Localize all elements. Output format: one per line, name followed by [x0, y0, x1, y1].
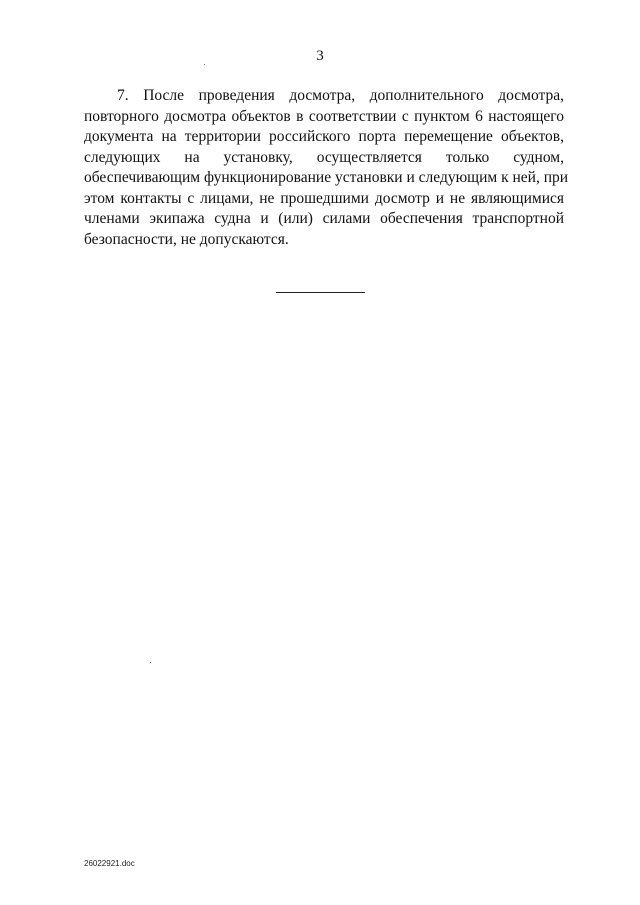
- paragraph-line: повторного досмотра объектов в соответствии с пунктом 6 настоящего: [84, 107, 564, 125]
- paragraph-line: документа на территории российского порта перемещение объектов,: [84, 128, 564, 145]
- page-number: 3: [316, 48, 324, 64]
- paragraph-line: 7. После проведения досмотра, дополнительного досмотра,: [117, 87, 564, 104]
- paragraph-7: [84, 86, 569, 250]
- paragraph-line: обеспечивающим функционирование установки и следующим к ней, при: [84, 169, 569, 186]
- file-code: 26022921.doc: [84, 859, 135, 868]
- paragraph-line: следующих на установку, осуществляется только судном,: [84, 148, 564, 166]
- paragraph-line: безопасности, не допускаются.: [84, 230, 289, 248]
- scan-speck: [150, 662, 151, 663]
- end-divider-line: [276, 292, 365, 293]
- scan-speck: [204, 64, 205, 65]
- paragraph-line: этом контакты с лицами, не прошедшими досмотр и не являющимися: [84, 189, 564, 207]
- paragraph-line: членами экипажа судна и (или) силами обеспечения транспортной: [84, 210, 564, 227]
